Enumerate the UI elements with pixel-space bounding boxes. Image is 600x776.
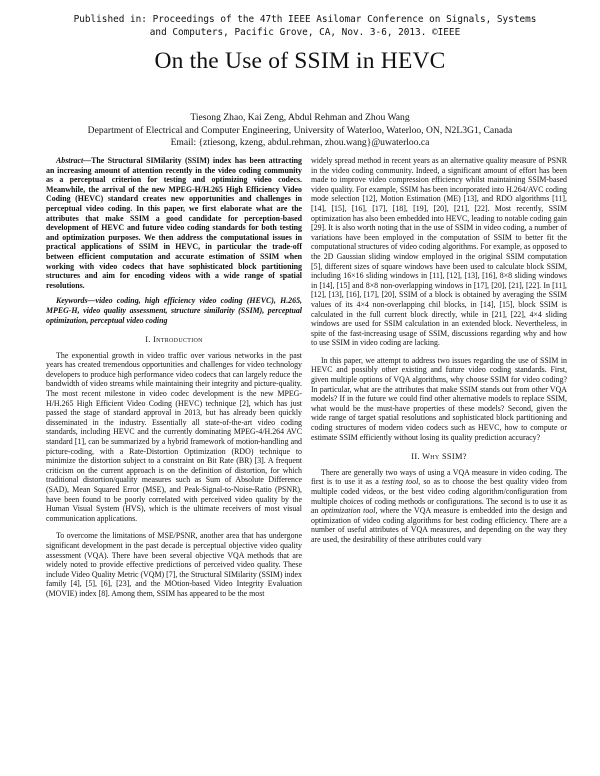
section-heading-why-ssim: II. Why SSIM?	[411, 452, 467, 462]
why-emphasis-optimization-tool: optimization tool	[321, 506, 376, 516]
section-heading-introduction: I. Introduction	[145, 335, 203, 345]
publication-note-line-2: and Computers, Pacific Grove, CA, Nov. 3-6, 2013. ©IEEE	[149, 27, 461, 38]
author-affiliation: Department of Electrical and Computer Engineering, University of Waterloo, Waterloo, ON, N2L3G1, Canada	[87, 124, 513, 136]
author-names: Tiesong Zhao, Kai Zeng, Abdul Rehman and Zhou Wang	[190, 112, 410, 123]
right-paragraph-1: widely spread method in recent years as an alternative quality measure of PSNR in the video coding community. Indeed, a significant amount of effort has been made to improve video compression efficiency whilst maintaining SSIM-based video quality. For example, SSIM has been incorporated into H.264/AVC coding mode selection [12], Motion Estimation (ME) [13], and RDO algorithms [11], [14], [15], [16], [17], [18], [19], [20], [21], [22]. Most recently, SSIM optimization has also been embedded into HEVC, leading to notable coding gain [29]. It is also worth noting that in the use of SSIM in video coding, a number of variations have been employed in the computation of SSIM to better fit the computational structures of video coding algorithms. For example, as opposed to the 2D Gaussian sliding window employed in the original SSIM computation [5], different sizes of square windows have been used to calculate block SSIM, including 16×16 sliding windows in [11], [12], [13], [16], 8×8 sliding windows in [14], [15] and 8×8 non-overlapping windows in [17], [20], [21], [22]. In [11], [12], [13], [16], [17], [20], SSIM of a block is obtained by averaging the SSIM values of its 4×4 non-overlapping chil blocks, in [14], [15], block SSIM is calculated in the full current block directly, while in [21], [22], 4×4 sliding windows are used for SSIM calculation in an extended block. Nevertheless, in spite of the fast-increasing usage of SSIM, discussions regarding why and how to use SSIM in video coding are lacking.	[311, 156, 567, 348]
publication-note	[40, 13, 570, 39]
why-paragraph-1	[311, 468, 567, 545]
keywords	[46, 296, 302, 325]
keywords-text: —video coding, high efficiency video coding (HEVC), H.265, MPEG-H, video quality assessment, structure similarity (SSIM), perceptual optimization, perceptual video coding	[46, 296, 302, 325]
author-email: Email: {ztiesong, kzeng, abdul.rehman, zhou.wang}@uwaterloo.ca	[170, 137, 430, 148]
abstract	[46, 156, 302, 290]
why-text-a: There are generally two ways of using a VQA measure in video coding. The first is to use it as a	[311, 467, 567, 487]
right-paragraph-2: In this paper, we attempt to address two issues regarding the use of SSIM in HEVC and possibly other existing and future video coding standards. First, given multiple options of VQA algorithms, why choose SSIM for video coding? In particular, what are the attributes that make SSIM stands out from other VQA models? If in the future we could find other alternative models to replace SSIM, what would be the must-have properties of these models? Second, given the wide range of target spatial resolutions and sophisticated block partitioning and coding structures of modern video codecs such as HEVC, how to compute or estimate SSIM efficiently without losing its quality prediction accuracy?	[311, 355, 567, 442]
author-block	[0, 112, 600, 150]
publication-note-line-1: Published in: Proceedings of the 47th IEEE Asilomar Conference on Signals, Systems	[73, 14, 537, 25]
intro-paragraph-1: The exponential growth in video traffic over various networks in the past years has created tremendous opportunities and challenges for video technology developers to produce high performance video codecs that can largely reduce the bandwidth of video streams while maintaining their integrity and picture-quality. The most recent milestone in video codec development is the new MPEG-H/H.265 High Efficient Video Coding (HEVC) technique [2], which has just passed the stage of standard approval in 2013, but has already been quickly disseminated in the industry. Essentially all state-of-the-art video coding standards, including HEVC and the currently dominating MPEG-4/H.264 AVC standard [1], can be summarized by a hybrid framework of motion-handling and picture-coding, with a Rate-Distortion Optimization (RDO) technique to minimize the distortion subject to a constraint on Bit Rate (BR) [3]. A frequent criticism on the current approach is on the definition of distortion, for which traditional distortion/quality measures such as Sum of Absolute Difference (SAD), Mean Squared Error (MSE), and Peak-Signal-to-Noise-Ratio (PSNR), have been found to be poorly correlated with perceived video quality by the Human Visual System (HVS), which is the ultimate receivers of most visual communication applications.	[46, 350, 302, 523]
intro-paragraph-2: To overcome the limitations of MSE/PSNR, another area that has undergone significant development in the past decade is perceptual objective video quality assessment (VQA). There have been several objective VQA methods that are widely noted to provide effective predictions of perceived video quality. These include Video Quality Metric (VQM) [7], the Structural SIMilarity (SSIM) index family [4], [5], [6], [23], and the MOtion-based Video Integrity Evaluation (MOVIE) index [8]. Among them, SSIM has appeared to be the most	[46, 531, 302, 598]
abstract-text: The Structural SIMilarity (SSIM) index has been attracting an increasing amount of attention recently in the video coding community as a perceptual criterion for testing and optimizing video codecs. Meanwhile, the arrival of the new MPEG-H/H.265 High Efficiency Video Coding (HEVC) standard creates new opportunities and challenges in perceptual video coding. In this paper, we first elaborate what are the attributes that make SSIM a good candidate for perception-based development of HEVC and future video coding standards for both testing and optimization purposes. We then address the computational issues in practical applications of SSIM in HEVC, in particular the trade-off between efficient computation and accurate estimation of SSIM when working with video codecs that have sophisticated block partitioning structures and aim for encoding videos with a wide range of spatial resolutions.	[46, 156, 302, 290]
why-text-b: , so as to choose the best quality video from multiple coded videos, or the best video coding algorithm/configuration from multiple choices of coding methods or configurations. The second is to use it as an	[311, 477, 567, 516]
why-emphasis-testing-tool: testing tool	[381, 477, 419, 487]
abstract-lead: Abstract—	[56, 156, 92, 165]
left-column	[46, 156, 302, 599]
right-column	[311, 156, 567, 545]
keywords-lead: Keywords	[56, 296, 88, 306]
paper-title: On the Use of SSIM in HEVC	[154, 48, 446, 74]
why-text-c: , where the VQA measure is embedded into the design and optimization of video coding algorithms for best coding efficiency. There are a number of useful attributes of VQA measures, and depending on the way they are used, the desirability of these attributes could vary	[311, 506, 567, 544]
